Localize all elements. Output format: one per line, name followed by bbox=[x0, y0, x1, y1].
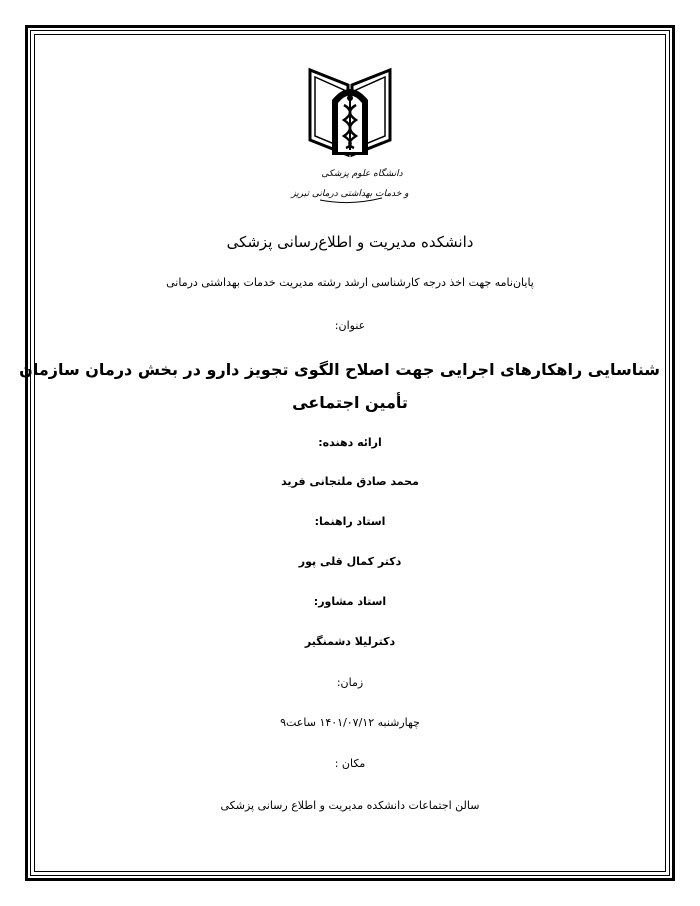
place-label: مکان : bbox=[334, 757, 366, 770]
presenter-name: محمد صادق ملتجانی فرید bbox=[281, 475, 419, 488]
advisor-name: دکتر کمال قلی پور bbox=[298, 555, 402, 568]
consultant-name: دکترلیلا دشمنگیر bbox=[304, 635, 396, 648]
logo-caption-2: و خدمات بهداشتی درمانی تبریز bbox=[291, 189, 409, 199]
time-label: زمان: bbox=[336, 676, 364, 689]
advisor-label: استاد راهنما: bbox=[314, 515, 386, 528]
cover-page bbox=[19, 40, 660, 866]
logo-caption-1: دانشگاه علوم پزشکی bbox=[321, 169, 403, 179]
thesis-title-line-2: تأمین اجتماعی bbox=[292, 393, 408, 412]
place-value: سالن اجتماعات دانشکده مدیریت و اطلاع رسانی پزشکی bbox=[220, 799, 480, 812]
consultant-label: استاد مشاور: bbox=[313, 595, 387, 608]
time-value: چهارشنبه ۱۴۰۱/۰۷/۱۲ ساعت۹ bbox=[280, 716, 420, 729]
faculty-name: دانشکده مدیریت و اطلاع‌رسانی پزشکی bbox=[226, 233, 474, 251]
university-logo bbox=[291, 60, 409, 210]
subject-label: عنوان: bbox=[334, 319, 366, 332]
presenter-label: ارائه دهنده: bbox=[318, 436, 382, 449]
thesis-title-line-1: شناسایی راهکارهای اجرایی جهت اصلاح الگوی تجویز دارو در بخش درمان سازمان bbox=[19, 360, 660, 379]
degree-line: پایان‌نامه جهت اخذ درجه کارشناسی ارشد رشته مدیریت خدمات بهداشتی درمانی bbox=[166, 276, 534, 289]
